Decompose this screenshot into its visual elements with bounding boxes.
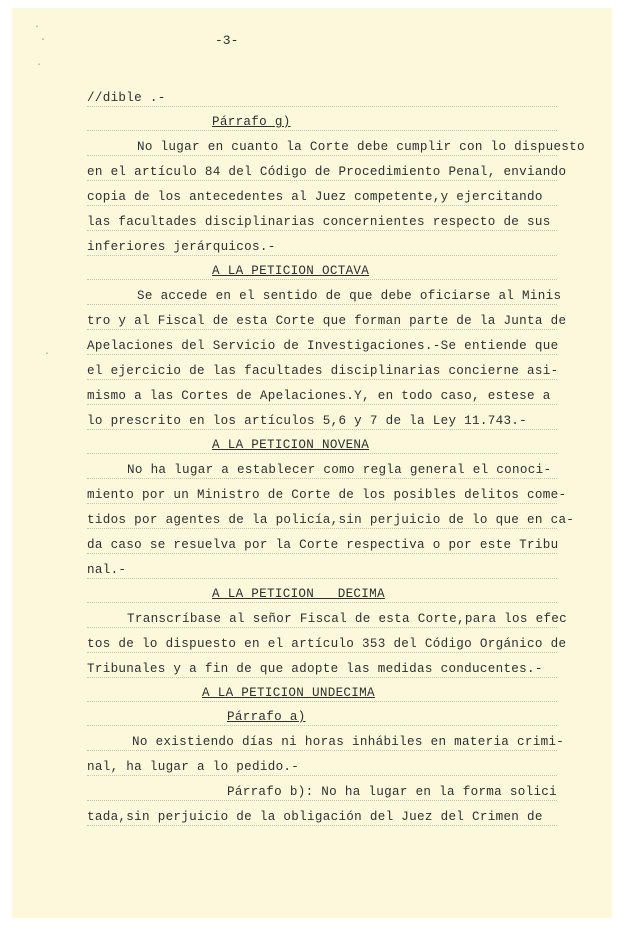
text-line <box>87 330 557 355</box>
text-line <box>87 653 557 678</box>
section-heading: A LA PETICION UNDECIMA <box>202 686 375 700</box>
line-text: Tribunales y a fin de que adopte las medidas conducentes.- <box>87 662 543 676</box>
text-line <box>87 231 557 256</box>
text-line <box>87 603 568 628</box>
text-line <box>87 677 557 702</box>
line-text: miento por un Ministro de Corte de los posibles delitos come- <box>87 488 567 502</box>
line-text: copia de los antecedentes al Juez competente,y ejercitando <box>87 190 543 204</box>
text-line <box>87 156 567 181</box>
line-text: tos de lo dispuesto en el artículo 353 del Código Orgánico de <box>87 637 567 651</box>
text-line <box>87 131 585 156</box>
line-text: el ejercicio de las facultades disciplinarias concierne asi- <box>87 364 559 378</box>
text-line <box>87 504 575 529</box>
section-heading: Párrafo a) <box>227 710 306 724</box>
line-text: No lugar en cuanto la Corte debe cumplir con lo dispuesto <box>137 140 585 154</box>
text-line <box>87 554 557 579</box>
text-line <box>87 106 557 131</box>
line-text: nal.- <box>87 563 127 577</box>
section-heading: A LA PETICION DECIMA <box>212 587 385 601</box>
section-heading: Párrafo g) <box>212 115 291 129</box>
line-text: Se accede en el sentido de que debe oficiarse al Minis <box>137 289 562 303</box>
line-text: en el artículo 84 del Código de Procedimiento Penal, enviando <box>87 165 567 179</box>
text-line <box>87 701 557 726</box>
text-line <box>87 405 557 430</box>
text-line <box>87 578 557 603</box>
line-text: No existiendo días ni horas inhábiles en materia crimi- <box>132 735 565 749</box>
text-line <box>87 801 557 826</box>
text-line <box>87 82 557 107</box>
margin-mark: · <box>40 35 47 46</box>
text-line <box>87 380 557 405</box>
line-text: Transcríbase al señor Fiscal de esta Corte,para los efec <box>127 612 568 626</box>
section-heading: A LA PETICION OCTAVA <box>212 264 370 278</box>
text-line <box>87 181 557 206</box>
margin-mark: · <box>34 22 41 33</box>
line-text: da caso se resuelva por la Corte respectiva o por este Tribu <box>87 538 559 552</box>
text-line <box>87 206 557 231</box>
text-line <box>87 726 565 751</box>
line-text: Apelaciones del Servicio de Investigaciones.-Se entiende que <box>87 339 559 353</box>
line-text: lo prescrito en los artículos 5,6 y 7 de la Ley 11.743.- <box>87 414 528 428</box>
text-line <box>87 454 557 479</box>
line-text: tada,sin perjuicio de la obligación del Juez del Crimen de <box>87 810 543 824</box>
text-line <box>87 776 557 801</box>
line-text: Párrafo b): No ha lugar en la forma solici <box>227 785 558 799</box>
line-text: No ha lugar a establecer como regla general el conoci- <box>127 463 552 477</box>
text-line <box>87 429 557 454</box>
text-line <box>87 529 557 554</box>
text-line <box>87 751 557 776</box>
line-text: tidos por agentes de la policía,sin perjuicio de lo que en ca- <box>87 513 575 527</box>
text-line <box>87 305 567 330</box>
text-line <box>87 628 567 653</box>
line-text: nal, ha lugar a lo pedido.- <box>87 760 300 774</box>
text-line <box>87 479 567 504</box>
line-text: tro y al Fiscal de esta Corte que forman parte de la Junta de <box>87 314 567 328</box>
text-line <box>87 255 557 280</box>
text-line <box>87 280 562 305</box>
section-heading: A LA PETICION NOVENA <box>212 438 370 452</box>
margin-mark: · <box>44 349 51 360</box>
line-text: las facultades disciplinarias concernientes respecto de sus <box>87 215 551 229</box>
text-line <box>87 355 557 380</box>
line-text: //dible .- <box>87 91 166 105</box>
margin-mark: · <box>36 60 43 71</box>
line-text: mismo a las Cortes de Apelaciones.Y, en todo caso, estese a <box>87 389 551 403</box>
line-text: inferiores jerárquicos.- <box>87 240 276 254</box>
page-number: -3- <box>215 33 239 48</box>
